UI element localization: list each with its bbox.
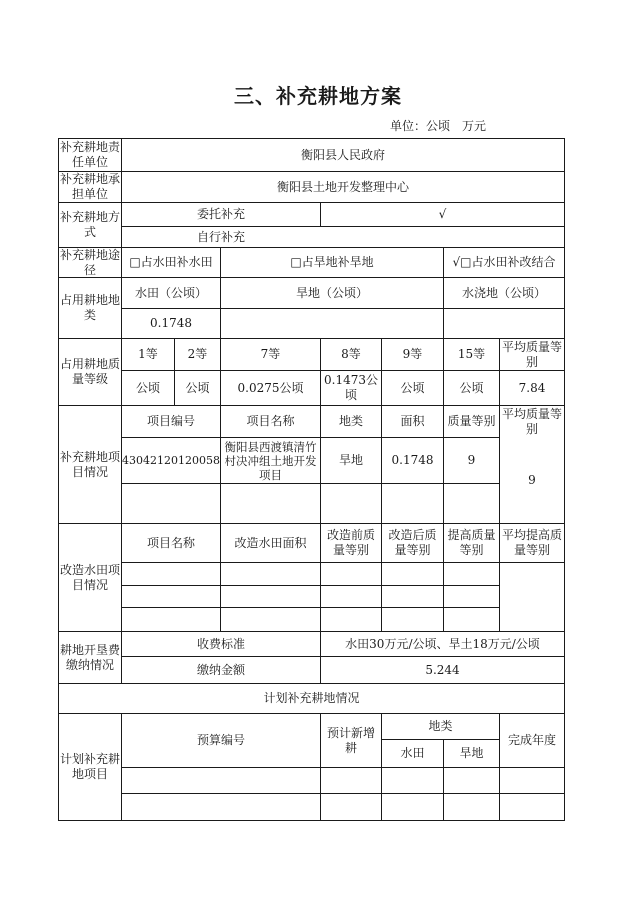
fees-amount-value: 5.244: [425, 662, 460, 677]
quality-grade-value: 0.1473公顷: [324, 373, 378, 402]
plan-new-header: 预计新增耕: [326, 725, 375, 755]
projects-header-avg: 平均质量等别: [501, 406, 562, 436]
approach-label: 补充耕地途径: [60, 247, 121, 277]
paddy-header-avg-improve: 平均提高质量等别: [501, 528, 562, 557]
project-name: 衡阳县西渡镇清竹村决冲组土地开发项目: [224, 439, 317, 482]
irrigated-header: 水浇地（公顷）: [461, 285, 546, 300]
paddy-header-after: 改造后质量等别: [388, 528, 437, 557]
quality-grade-header: 1等: [138, 347, 158, 361]
plan-label: 计划补充耕地项目: [60, 752, 121, 781]
table-rule: [443, 523, 444, 631]
quality-grade-value: 0.0275公顷: [237, 380, 304, 395]
projects-header-name: 项目名称: [246, 414, 295, 428]
method-entrusted-mark: √: [438, 207, 447, 221]
quality-avg-header: 平均质量等别: [501, 339, 562, 369]
responsible-unit-value: 衡阳县人民政府: [300, 147, 385, 162]
paddy-projects-label: 改造水田项目情况: [60, 562, 121, 592]
paddy-header-before: 改造前质量等别: [326, 528, 375, 557]
projects-header-area: 面积: [400, 414, 425, 428]
fees-standard-label: 收费标准: [196, 636, 245, 651]
projects-header-grade: 质量等别: [447, 414, 496, 428]
approach-option-dry: □占旱地补旱地: [290, 255, 374, 269]
plan-budget-header: 预算编号: [196, 733, 245, 747]
responsible-unit-label: 补充耕地责任单位: [60, 140, 121, 169]
fees-label: 耕地开垦费缴纳情况: [60, 642, 121, 672]
project-type: 旱地: [338, 453, 363, 467]
undertaking-unit-label: 补充耕地承担单位: [60, 172, 121, 201]
table-border-bottom: [58, 820, 565, 821]
fees-amount-label: 缴纳金额: [196, 662, 245, 677]
plan-dry-header: 旱地: [459, 746, 484, 760]
plan-land-type-header: 地类: [428, 719, 453, 733]
quality-avg-value: 7.84: [518, 380, 546, 395]
document-title: 三、补充耕地方案: [234, 84, 402, 108]
quality-grade-value: 公顷: [185, 380, 210, 395]
irrigated-value: [444, 309, 564, 338]
quality-grade-value: 公顷: [459, 380, 484, 395]
unit-label: 单位：公顷 万元: [390, 119, 487, 133]
table-rule: [320, 713, 321, 820]
projects-label: 补充耕地项目情况: [60, 449, 121, 479]
approach-option-combined: √□占水田补改结合: [452, 255, 556, 269]
paddy-header: 水田（公顷）: [134, 285, 207, 300]
quality-grade-header: 9等: [402, 347, 423, 361]
quality-grade-value: 公顷: [400, 380, 425, 395]
quality-grade-header: 15等: [457, 347, 486, 361]
fees-standard-value: 水田30万元/公顷、旱土18万元/公顷: [345, 636, 540, 651]
project-grade: 9: [467, 453, 476, 467]
approach-option-paddy: □占水田补水田: [129, 255, 213, 269]
table-rule: [381, 523, 382, 631]
undertaking-unit-value: 衡阳县土地开发整理中心: [276, 179, 409, 194]
paddy-value: 0.1748: [150, 316, 192, 330]
method-self: 自行补充: [196, 229, 245, 244]
paddy-header-area: 改造水田面积: [234, 535, 307, 550]
paddy-header-name: 项目名称: [146, 535, 195, 550]
dry-header: 旱地（公顷）: [295, 285, 368, 300]
project-code: 43042120120058: [122, 454, 220, 467]
projects-avg-value: 9: [528, 473, 536, 487]
table-rule: [320, 523, 321, 631]
quality-grade-header: 7等: [260, 347, 281, 361]
plan-year-header: 完成年度: [507, 733, 556, 747]
table-border-right: [564, 138, 565, 821]
plan-section-title: 计划补充耕地情况: [263, 691, 360, 705]
paddy-header-improve: 提高质量等别: [447, 528, 496, 557]
quality-grade-header: 8等: [341, 347, 361, 361]
quality-grade-header: 2等: [187, 347, 208, 361]
projects-header-type: 地类: [338, 414, 363, 428]
projects-header-code: 项目编号: [146, 414, 195, 428]
table-rule: [499, 523, 500, 631]
quality-label: 占用耕地质量等级: [60, 357, 121, 386]
plan-paddy-header: 水田: [400, 746, 425, 760]
quality-grade-value: 公顷: [135, 380, 160, 395]
method-label: 补充耕地方式: [60, 210, 121, 239]
land-type-label: 占用耕地地类: [60, 293, 121, 322]
method-entrusted: 委托补充: [196, 207, 245, 221]
table-border-left: [58, 138, 59, 821]
dry-value: [221, 309, 443, 338]
project-area: 0.1748: [391, 453, 434, 467]
